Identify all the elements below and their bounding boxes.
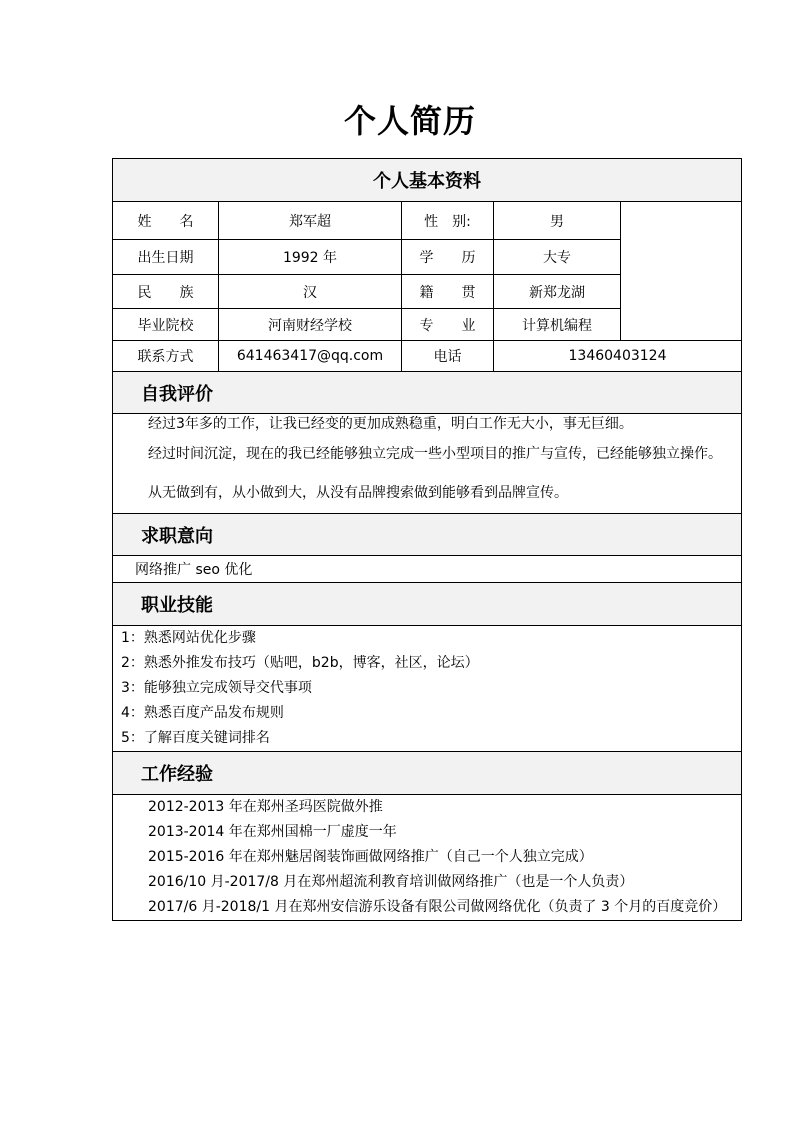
- school-label: 毕业院校: [113, 309, 219, 341]
- skills-title: 职业技能: [113, 583, 742, 626]
- experience-item: 2012-2013 年在郑州圣玛医院做外推: [148, 799, 383, 815]
- experience-header-row: [113, 752, 742, 795]
- skill-item: 2：熟悉外推发布技巧（贴吧，b2b，博客，社区，论坛）: [121, 655, 479, 671]
- skill-item: 3：能够独立完成领导交代事项: [121, 680, 312, 696]
- skills-body: [113, 626, 742, 752]
- name-value: 郑军超: [219, 202, 402, 240]
- self-eval-line: 从无做到有，从小做到大，从没有品牌搜索做到能够看到品牌宣传。: [148, 485, 568, 501]
- experience-body: [113, 795, 742, 921]
- self-eval-body-row: [113, 414, 742, 514]
- experience-item: 2017/6 月-2018/1 月在郑州安信游乐设备有限公司做网络优化（负责了 3 个月的百度竞价）: [148, 899, 727, 915]
- school-value: 河南财经学校: [219, 309, 402, 341]
- ethnic-value: 汉: [219, 275, 402, 309]
- intent-header-row: [113, 514, 742, 556]
- gender-label: 性 别:: [402, 202, 494, 240]
- education-label: 学 历: [402, 240, 494, 275]
- name-label: 姓 名: [113, 202, 219, 240]
- experience-item: 2013-2014 年在郑州国棉一厂虚度一年: [148, 824, 397, 840]
- experience-item: 2016/10 月-2017/8 月在郑州超流利教育培训做网络推广（也是一个人负责）: [148, 874, 634, 890]
- education-value: 大专: [494, 240, 621, 275]
- origin-label: 籍 贯: [402, 275, 494, 309]
- experience-body-row: [113, 795, 742, 921]
- basic-info-header-row: [113, 159, 742, 202]
- resume-table: [112, 158, 742, 921]
- skill-item: 1：熟悉网站优化步骤: [121, 630, 256, 646]
- contact-value: 641463417@qq.com: [219, 341, 402, 372]
- self-eval-line: 经过3年多的工作，让我已经变的更加成熟稳重，明白工作无大小，事无巨细。: [148, 416, 633, 432]
- skill-item: 5：了解百度关键词排名: [121, 730, 270, 746]
- origin-value: 新郑龙湖: [494, 275, 621, 309]
- basic-info-title: 个人基本资料: [113, 159, 742, 202]
- birth-value: 1992 年: [219, 240, 402, 275]
- ethnic-label: 民 族: [113, 275, 219, 309]
- phone-label: 电话: [402, 341, 494, 372]
- birth-label: 出生日期: [113, 240, 219, 275]
- skills-header-row: [113, 583, 742, 626]
- self-eval-header-row: [113, 372, 742, 414]
- experience-title: 工作经验: [113, 752, 742, 795]
- major-value: 计算机编程: [494, 309, 621, 341]
- gender-value: 男: [494, 202, 621, 240]
- experience-item: 2015-2016 年在郑州魅居阁装饰画做网络推广（自己一个人独立完成）: [148, 849, 593, 865]
- self-eval-title: 自我评价: [113, 372, 742, 414]
- skill-item: 4：熟悉百度产品发布规则: [121, 705, 284, 721]
- self-eval-line: 经过时间沉淀，现在的我已经能够独立完成一些小型项目的推广与宣传，已经能够独立操作。: [148, 446, 722, 462]
- row-name: [113, 202, 742, 240]
- row-contact: [113, 341, 742, 372]
- skills-body-row: [113, 626, 742, 752]
- intent-text: 网络推广 seo 优化: [113, 556, 742, 583]
- phone-value: 13460403124: [494, 341, 742, 372]
- intent-body-row: [113, 556, 742, 583]
- intent-title: 求职意向: [113, 514, 742, 556]
- self-eval-body: [113, 414, 742, 514]
- photo-placeholder: [621, 202, 742, 341]
- page-title: 个人简历: [343, 102, 476, 140]
- major-label: 专 业: [402, 309, 494, 341]
- contact-label: 联系方式: [113, 341, 219, 372]
